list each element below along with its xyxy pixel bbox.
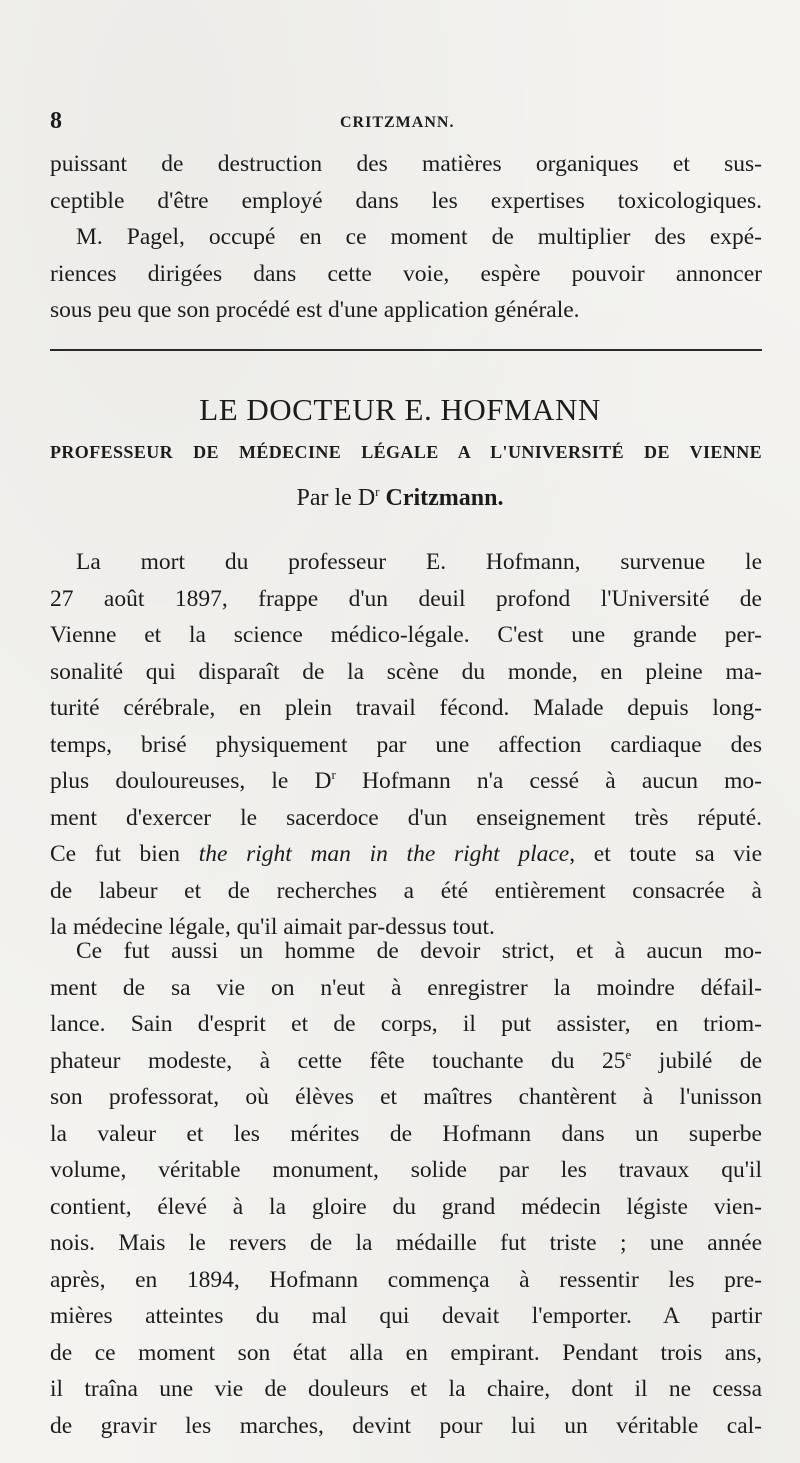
text-line: ment de sa vie on n'eut à enregistrer la moindre défail- [50, 974, 762, 1001]
article-subtitle: PROFESSEUR DE MÉDECINE LÉGALE A L'UNIVERSITÉ DE VIENNE [50, 442, 762, 462]
byline [0, 484, 800, 512]
text-line: Ce fut aussi un homme de devoir strict, et à aucun mo- [76, 938, 762, 964]
text-line: Vienne et la science médico-légale. C'est une grande per- [50, 622, 762, 648]
byline-sup: r [375, 484, 380, 499]
text-line: turité cérébrale, en plein travail fécond. Malade depuis long- [50, 695, 762, 721]
text-line: volume, véritable monument, solide par les travaux qu'il [50, 1157, 762, 1183]
text-line [50, 836, 762, 873]
text-line: ceptible d'être employé dans les expertises toxicologiques. [50, 187, 762, 214]
article-title: LE DOCTEUR E. HOFMANN [199, 392, 601, 427]
text-run: plus douloureuses, le D [50, 768, 332, 794]
paragraph-1 [50, 544, 762, 946]
text-line: de ce moment son état alla en empirant. Pendant trois ans, [50, 1339, 762, 1366]
text-line: ment d'exercer le sacerdoce d'un enseignement très réputé. [50, 804, 762, 831]
text-line: la valeur et les mérites de Hofmann dans un superbe [50, 1120, 762, 1147]
text-line: sonalité qui disparaît de la scène du monde, en pleine ma- [50, 658, 762, 685]
text-line: contient, élevé à la gloire du grand médecin légiste vien- [50, 1193, 762, 1220]
superscript: e [625, 1046, 632, 1062]
text-run: phateur modeste, à cette fête touchante du 25 [50, 1047, 626, 1074]
text-line: sous peu que son procédé est d'une application générale. [50, 297, 580, 323]
text-line: mières atteintes du mal qui devait l'emporter. A partir [50, 1303, 762, 1329]
text-line: temps, brisé physiquement par une affection cardiaque des [50, 731, 762, 758]
paragraph-2 [50, 933, 762, 1444]
byline-prefix: Par le D [296, 485, 376, 511]
text-line: puissant de destruction des matières organiques et sus- [50, 151, 762, 177]
text-line: son professorat, où élèves et maîtres chantèrent à l'unisson [50, 1084, 762, 1110]
text-line: la médecine légale, qu'il aimait par-dessus tout. [50, 914, 495, 940]
text-run: jubilé de [631, 1047, 762, 1074]
text-line: il traîna une vie de douleurs et la chaire, dont il ne cessa [50, 1376, 762, 1402]
text-line: M. Pagel, occupé en ce moment de multiplier des expé- [76, 224, 762, 250]
text-line: riences dirigées dans cette voie, espère pouvoir annoncer [50, 260, 762, 287]
section-divider [50, 349, 762, 351]
page-header [50, 108, 750, 138]
running-head: CRITZMANN. [340, 114, 455, 131]
text-line: nois. Mais le revers de la médaille fut triste ; une année [50, 1230, 762, 1256]
text-line: de gravir les marches, devint pour lui un véritable cal- [50, 1412, 762, 1439]
text-line [50, 1043, 762, 1080]
text-run: Hofmann n'a cessé à aucun mo- [335, 768, 762, 794]
previous-article-ending [50, 146, 762, 329]
text-line [50, 763, 762, 800]
text-line: de labeur et de recherches a été entièrement consacrée à [50, 877, 762, 904]
text-line: lance. Sain d'esprit et de corps, il put assister, en triom- [50, 1011, 762, 1037]
text-run: , et toute sa vie [569, 841, 763, 867]
italic-phrase: the right man in the right place [198, 841, 570, 867]
superscript: r [331, 767, 336, 783]
text-line: La mort du professeur E. Hofmann, survenue le [76, 549, 762, 575]
text-line: 27 août 1897, frappe d'un deuil profond l'Université de [50, 585, 762, 612]
text-line: après, en 1894, Hofmann commença à ressentir les pre- [50, 1266, 762, 1293]
page-number: 8 [50, 108, 62, 134]
author-name: Critzmann. [385, 485, 504, 511]
text-run: Ce fut bien [50, 841, 199, 867]
